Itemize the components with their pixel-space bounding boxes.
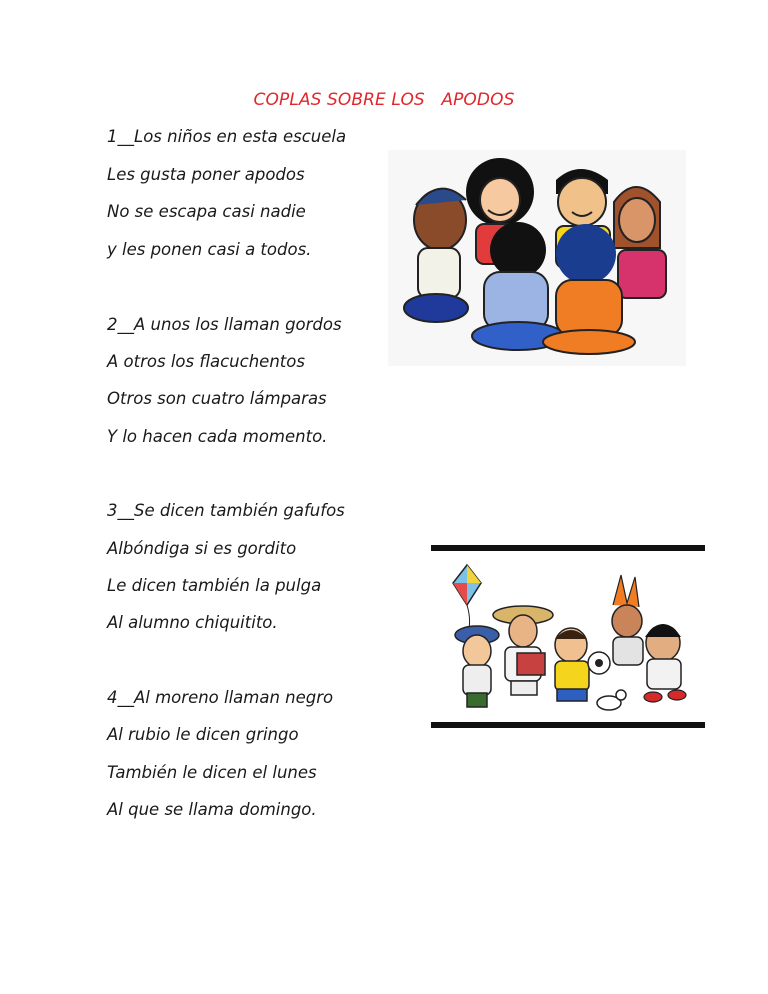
- verse-line: A otros los flacuchentos: [107, 352, 305, 371]
- verse-line: También le dicen el lunes: [107, 763, 317, 782]
- page-title: COPLAS SOBRE LOS APODOS: [253, 90, 515, 110]
- verse-line: 3__Se dicen también gafufos: [107, 501, 345, 520]
- verse-line: No se escapa casi nadie: [107, 202, 306, 221]
- verse-line: 1__Los niños en esta escuela: [107, 127, 347, 146]
- verse-line: 2__A unos los llaman gordos: [107, 315, 342, 334]
- verse-line: Y lo hacen cada momento.: [107, 427, 328, 446]
- verse-line: Otros son cuatro lámparas: [107, 389, 327, 408]
- children-circle-illustration: [388, 150, 686, 366]
- verse-line: y les ponen casi a todos.: [107, 240, 312, 259]
- verse-line: Al que se llama domingo.: [107, 800, 317, 819]
- children-costumes-illustration: [431, 545, 705, 728]
- verse-line: Le dicen también la pulga: [107, 576, 322, 595]
- verse-line: 4__Al moreno llaman negro: [107, 688, 334, 707]
- verse-line: Al alumno chiquitito.: [107, 613, 278, 632]
- image-bottom-border: [431, 722, 705, 728]
- verse-line: Albóndiga si es gordito: [107, 539, 297, 558]
- verse-line: Les gusta poner apodos: [107, 165, 305, 184]
- verse-line: Al rubio le dicen gringo: [107, 725, 299, 744]
